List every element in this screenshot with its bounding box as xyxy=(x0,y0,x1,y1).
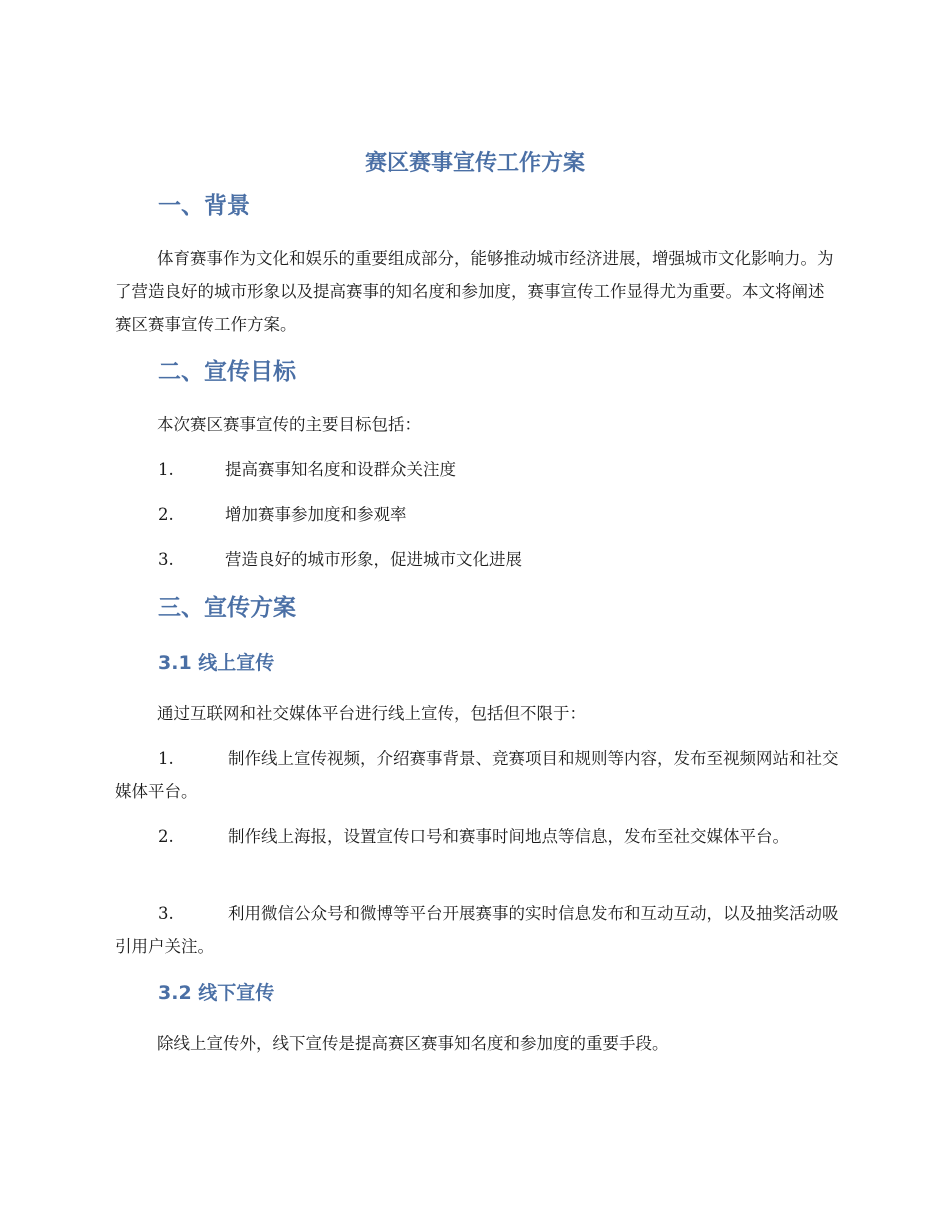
goals-list-item xyxy=(115,543,840,576)
goals-list-item xyxy=(115,453,840,486)
list-item-number: 3. xyxy=(158,904,174,923)
list-item-number: 2. xyxy=(158,827,174,846)
document-title: 赛区赛事宣传工作方案 xyxy=(364,151,585,176)
goals-intro: 本次赛区赛事宣传的主要目标包括： xyxy=(157,415,421,434)
list-item-text: 增加赛事参加度和参观率 xyxy=(225,505,407,524)
list-item-text: 制作线上宣传视频，介绍赛事背景、竞赛项目和规则等内容，发布至视频网站和社交媒体平台。 xyxy=(115,749,839,801)
list-item-text: 营造良好的城市形象，促进城市文化进展 xyxy=(225,550,522,569)
list-item-number: 2. xyxy=(158,505,174,524)
online-list-item xyxy=(115,897,840,963)
subsection-heading-online: 3.1 线上宣传 xyxy=(158,652,275,674)
list-item-text: 制作线上海报，设置宣传口号和赛事时间地点等信息，发布至社交媒体平台。 xyxy=(228,827,789,846)
list-item-number: 1. xyxy=(158,460,174,479)
subsection-heading-offline: 3.2 线下宣传 xyxy=(158,982,275,1004)
section-heading-goals: 二、宣传目标 xyxy=(158,359,296,385)
online-intro: 通过互联网和社交媒体平台进行线上宣传，包括但不限于： xyxy=(157,704,586,723)
list-item-text: 提高赛事知名度和设群众关注度 xyxy=(225,460,456,479)
online-list-item xyxy=(115,742,840,808)
section-heading-background: 一、背景 xyxy=(158,193,250,219)
offline-intro: 除线上宣传外，线下宣传是提高赛区赛事知名度和参加度的重要手段。 xyxy=(157,1034,669,1053)
list-item-number: 1. xyxy=(158,749,174,768)
goals-list-item xyxy=(115,498,840,531)
list-item-text: 利用微信公众号和微博等平台开展赛事的实时信息发布和互动互动，以及抽奖活动吸引用户关注。 xyxy=(115,904,839,956)
background-paragraph: 体育赛事作为文化和娱乐的重要组成部分，能够推动城市经济进展，增强城市文化影响力。为了营造良好的城市形象以及提高赛事的知名度和参加度，赛事宣传工作显得尤为重要。本文将阐述赛区赛事宣传工作方案。 xyxy=(115,249,834,334)
section-heading-plan: 三、宣传方案 xyxy=(158,595,296,621)
list-item-number: 3. xyxy=(158,550,174,569)
online-list-item xyxy=(115,820,840,853)
